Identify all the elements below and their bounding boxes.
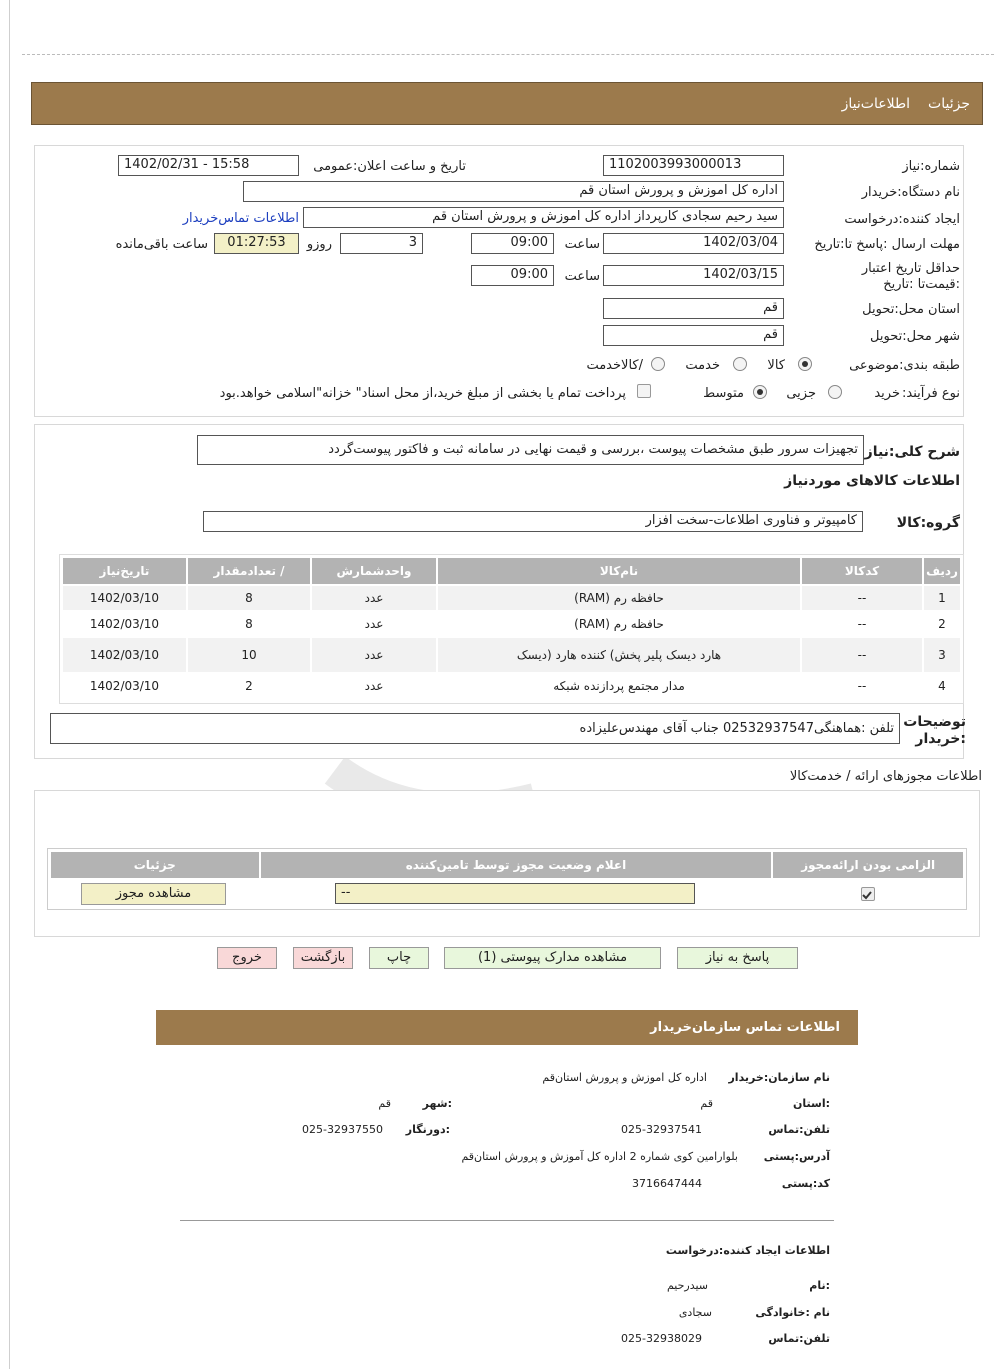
requester-field: سید رحیم سجادی کارپرداز اداره کل اموزش و پرورش استان قم <box>303 207 784 228</box>
org-address-value: بلوارامین کوی شماره 2 اداره کل آموزش و پرورش استان‌قم <box>461 1150 738 1163</box>
creator-family-value: سجادی <box>678 1306 712 1319</box>
cell-code: -- <box>802 638 922 672</box>
org-fax-label: :دورنگار <box>405 1123 450 1136</box>
process-buy-label: خرید <box>874 386 900 401</box>
creator-family-label: نام :خانوادگی <box>755 1306 830 1319</box>
city-label: شهر محل:تحویل <box>870 329 960 344</box>
general-description-label: شرح کلی:نیاز <box>864 444 960 460</box>
deadline-label: مهلت ارسال :پاسخ تا:تاریخ <box>814 237 960 252</box>
org-phone-label: تلفن:تماس <box>768 1123 830 1136</box>
org-city-label: :شهر <box>422 1097 452 1110</box>
col-quantity: / تعدادمقدار <box>188 558 310 584</box>
goods-group-field: کامپیوتر و فناوری اطلاعات-سخت افزار <box>203 511 863 532</box>
col-unit: واحدشمارش <box>312 558 436 584</box>
validity-time-label: ساعت <box>564 269 600 284</box>
province-field: قم <box>603 298 784 319</box>
col-name: نام‌کالا <box>438 558 800 584</box>
exit-button[interactable]: خروج <box>217 947 277 969</box>
deadline-date-field: 1402/03/04 <box>603 233 784 254</box>
cell-quantity: 10 <box>188 638 310 672</box>
org-province-value: قم <box>700 1097 713 1110</box>
back-button[interactable]: بازگشت <box>293 947 353 969</box>
validity-date-field: 1402/03/15 <box>603 265 784 286</box>
province-label: استان محل:تحویل <box>862 302 960 317</box>
announce-label: تاریخ و ساعت اعلان:عمومی <box>313 159 466 174</box>
cell-row: 1 <box>924 586 960 610</box>
org-contact-title: اطلاعات تماس سازمان‌خریدار <box>650 1020 840 1035</box>
org-phone-value: 025-32937541 <box>621 1123 702 1136</box>
buyer-contact-link[interactable]: اطلاعات تماس‌خریدار <box>182 211 299 226</box>
buyer-label: نام دستگاه:خریدار <box>861 185 960 200</box>
org-postal-label: کد:پستی <box>781 1177 830 1190</box>
category-goods-service-label: /کالاخدمت <box>586 358 643 373</box>
org-section-divider <box>180 1220 834 1221</box>
cell-date: 1402/03/10 <box>63 612 186 636</box>
tab-need-info[interactable]: اطلاعات‌نیاز <box>841 96 910 112</box>
print-button[interactable]: چاپ <box>369 947 429 969</box>
cell-name: هارد دیسک پلیر پخش) کننده هارد (دیسک <box>438 638 800 672</box>
col-date: تاریخ‌نیاز <box>63 558 186 584</box>
process-partial-radio[interactable] <box>828 385 842 399</box>
view-permit-button[interactable]: مشاهده مجوز <box>81 883 226 905</box>
creator-name-label: :نام <box>809 1279 830 1292</box>
page-border-line <box>9 0 10 1369</box>
days-label: روزو <box>306 237 332 252</box>
validity-time-field: 09:00 <box>471 265 554 286</box>
process-medium-label: متوسط <box>703 386 744 401</box>
announce-datetime-field: 1402/02/31 - 15:58 <box>118 155 299 176</box>
remaining-label: ساعت باقی‌مانده <box>115 237 208 252</box>
org-postal-value: 3716647444 <box>632 1177 702 1190</box>
cell-quantity: 8 <box>188 586 310 610</box>
table-row <box>63 612 960 636</box>
category-service-label: خدمت <box>685 358 720 373</box>
col-row: ردیف <box>924 558 960 584</box>
treasury-payment-checkbox[interactable] <box>637 384 651 398</box>
creator-phone-label: تلفن:تماس <box>768 1332 830 1345</box>
category-goods-label: کالا <box>767 358 785 373</box>
col-permit-status: اعلام وضعیت مجوز توسط تامین‌کننده <box>261 852 772 878</box>
cell-name: حافظه رم (RAM) <box>438 586 800 610</box>
category-goods-radio[interactable] <box>798 357 812 371</box>
general-description-field: تجهیزات سرور طبق مشخصات پیوست ،بررسی و قیمت نهایی در سامانه ثبت و فاکتور پیوست‌گردد <box>197 435 864 465</box>
city-field: قم <box>603 325 784 346</box>
permits-title: اطلاعات مجوزهای ارائه / خدمت‌کالا <box>789 769 982 784</box>
need-number-label: شماره:نیاز <box>902 159 960 174</box>
creator-name-value: سیدرحیم <box>666 1279 708 1292</box>
table-row <box>63 638 960 672</box>
header-bar <box>31 82 983 125</box>
permit-status-field: -- <box>335 883 695 904</box>
days-field: 3 <box>340 233 423 254</box>
table-row <box>63 674 960 698</box>
cell-code: -- <box>802 586 922 610</box>
org-name-value: اداره کل اموزش و پرورش استان‌قم <box>542 1071 707 1084</box>
org-city-value: قم <box>378 1097 391 1110</box>
cell-date: 1402/03/10 <box>63 674 186 698</box>
reply-button[interactable]: پاسخ به نیاز <box>677 947 798 969</box>
category-service-radio[interactable] <box>733 357 747 371</box>
process-medium-radio[interactable] <box>753 385 767 399</box>
org-fax-value: 025-32937550 <box>302 1123 383 1136</box>
category-goods-service-radio[interactable] <box>651 357 665 371</box>
permit-required-checkbox <box>861 887 875 901</box>
remaining-time-field: 01:27:53 <box>214 233 299 254</box>
cell-quantity: 8 <box>188 612 310 636</box>
cell-code: -- <box>802 612 922 636</box>
cell-unit: عدد <box>312 612 436 636</box>
col-permit-required: الزامی بودن ارائه‌مجوز <box>773 852 963 878</box>
org-contact-header <box>156 1010 858 1045</box>
cell-date: 1402/03/10 <box>63 586 186 610</box>
validity-label: حداقل تاریخ اعتبار :قیمت‌تا :تاریخ <box>861 261 960 292</box>
process-partial-label: جزیی <box>786 386 816 401</box>
org-address-label: آدرس:پستی <box>763 1150 830 1163</box>
need-number-field: 1102003993000013 <box>603 155 784 176</box>
creator-phone-value: 025-32938029 <box>621 1332 702 1345</box>
buyer-notes-field: تلفن :هماهنگی02532937547 جناب آقای مهندس‌علیزاده <box>50 713 900 744</box>
view-attachments-button[interactable]: مشاهده مدارک پیوستی (1) <box>444 947 661 969</box>
requester-label: ایجاد کننده:درخواست <box>844 212 960 227</box>
goods-info-title: اطلاعات کالاهای موردنیاز <box>784 473 960 489</box>
top-divider <box>22 54 994 55</box>
table-row <box>63 586 960 610</box>
cell-unit: عدد <box>312 638 436 672</box>
category-label: طبقه بندی:موضوعی <box>849 358 960 373</box>
cell-row: 4 <box>924 674 960 698</box>
checkmark-icon <box>860 888 874 902</box>
cell-unit: عدد <box>312 586 436 610</box>
cell-unit: عدد <box>312 674 436 698</box>
process-type-label: نوع فرآیند: <box>902 386 960 401</box>
deadline-time-label: ساعت <box>564 237 600 252</box>
org-name-label: نام سازمان:خریدار <box>728 1071 830 1084</box>
tab-details[interactable]: جزئیات <box>928 96 970 112</box>
cell-row: 2 <box>924 612 960 636</box>
org-province-label: :استان <box>793 1097 830 1110</box>
creator-info-title: اطلاعات ایجاد کننده:درخواست <box>665 1244 830 1257</box>
cell-code: -- <box>802 674 922 698</box>
col-code: کدکالا <box>802 558 922 584</box>
deadline-time-field: 09:00 <box>471 233 554 254</box>
col-permit-details: جزئیات <box>51 852 259 878</box>
cell-name: حافظه رم (RAM) <box>438 612 800 636</box>
treasury-payment-note: پرداخت تمام یا بخشی از مبلغ خرید،از محل اسناد" خزانه"اسلامی خواهد.بود <box>219 386 626 401</box>
goods-group-label: گروه:کالا <box>896 515 960 531</box>
items-table <box>61 556 962 700</box>
cell-row: 3 <box>924 638 960 672</box>
buyer-field: اداره کل اموزش و پرورش استان قم <box>243 181 784 202</box>
cell-name: مدار مجتمع پردازنده شبکه <box>438 674 800 698</box>
buyer-notes-label: توضیحات :خریدار <box>903 714 966 747</box>
cell-quantity: 2 <box>188 674 310 698</box>
cell-date: 1402/03/10 <box>63 638 186 672</box>
